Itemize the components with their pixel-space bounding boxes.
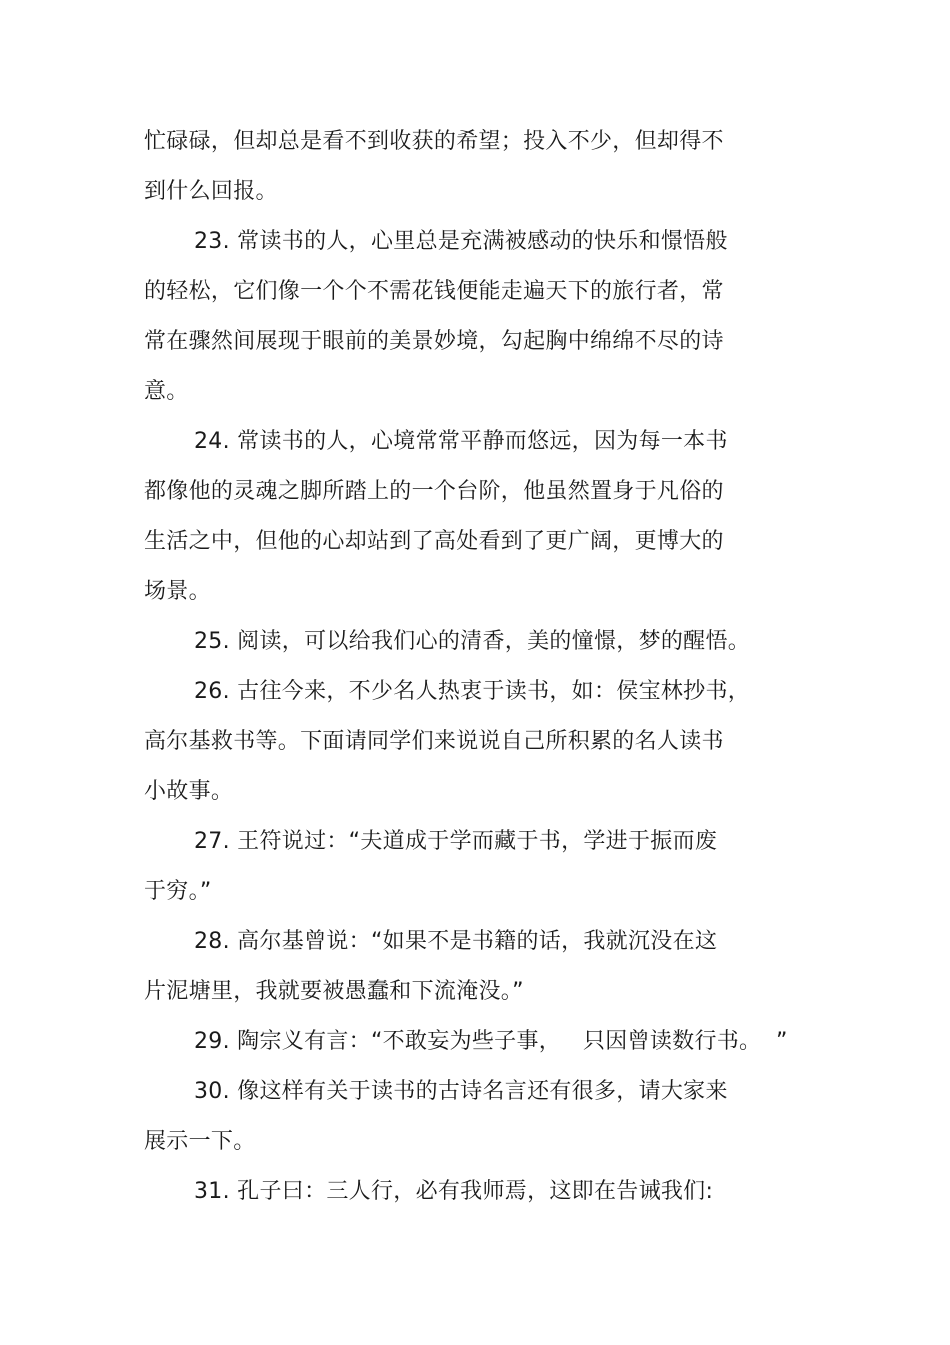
- text-line: 26. 古往今来，不少名人热衷于读书，如：侯宝林抄书，: [194, 679, 751, 704]
- text-line: 展示一下。: [144, 1129, 256, 1154]
- text-line: 片泥塘里，我就要被愚蠢和下流淹没。”: [144, 979, 524, 1004]
- text-line: 于穷。”: [144, 879, 212, 904]
- text-line: 28. 高尔基曾说：“如果不是书籍的话，我就沉没在这: [194, 929, 718, 954]
- text-line: 29. 陶宗义有言：“不敢妄为些子事， 只因曾读数行书。 ”: [194, 1029, 788, 1054]
- text-line: 场景。: [144, 579, 211, 604]
- text-line: 忙碌碌，但却总是看不到收获的希望；投入不少，但却得不: [144, 129, 724, 154]
- text-line: 24. 常读书的人，心境常常平静而悠远，因为每一本书: [194, 429, 728, 454]
- text-line: 25. 阅读，可以给我们心的清香，美的憧憬，梦的醒悟。: [194, 629, 751, 654]
- text-line: 小故事。: [144, 779, 234, 804]
- text-line: 意。: [144, 379, 189, 404]
- text-line: 高尔基救书等。下面请同学们来说说自己所积累的名人读书: [144, 729, 724, 754]
- text-line: 27. 王符说过：“夫道成于学而藏于书，学进于振而废: [194, 829, 718, 854]
- text-line: 到什么回报。: [144, 179, 278, 204]
- text-line: 的轻松，它们像一个个不需花钱便能走遍天下的旅行者，常: [144, 279, 724, 304]
- text-line: 生活之中，但他的心却站到了高处看到了更广阔，更博大的: [144, 529, 724, 554]
- text-line: 31. 孔子曰：三人行，必有我师焉，这即在告诫我们:: [194, 1179, 714, 1204]
- text-line: 30. 像这样有关于读书的古诗名言还有很多，请大家来: [194, 1079, 728, 1104]
- text-line: 都像他的灵魂之脚所踏上的一个台阶，他虽然置身于凡俗的: [144, 479, 724, 504]
- text-line: 23. 常读书的人，心里总是充满被感动的快乐和憬悟般: [194, 229, 728, 254]
- text-line: 常在骤然间展现于眼前的美景妙境，勾起胸中绵绵不尽的诗: [144, 329, 724, 354]
